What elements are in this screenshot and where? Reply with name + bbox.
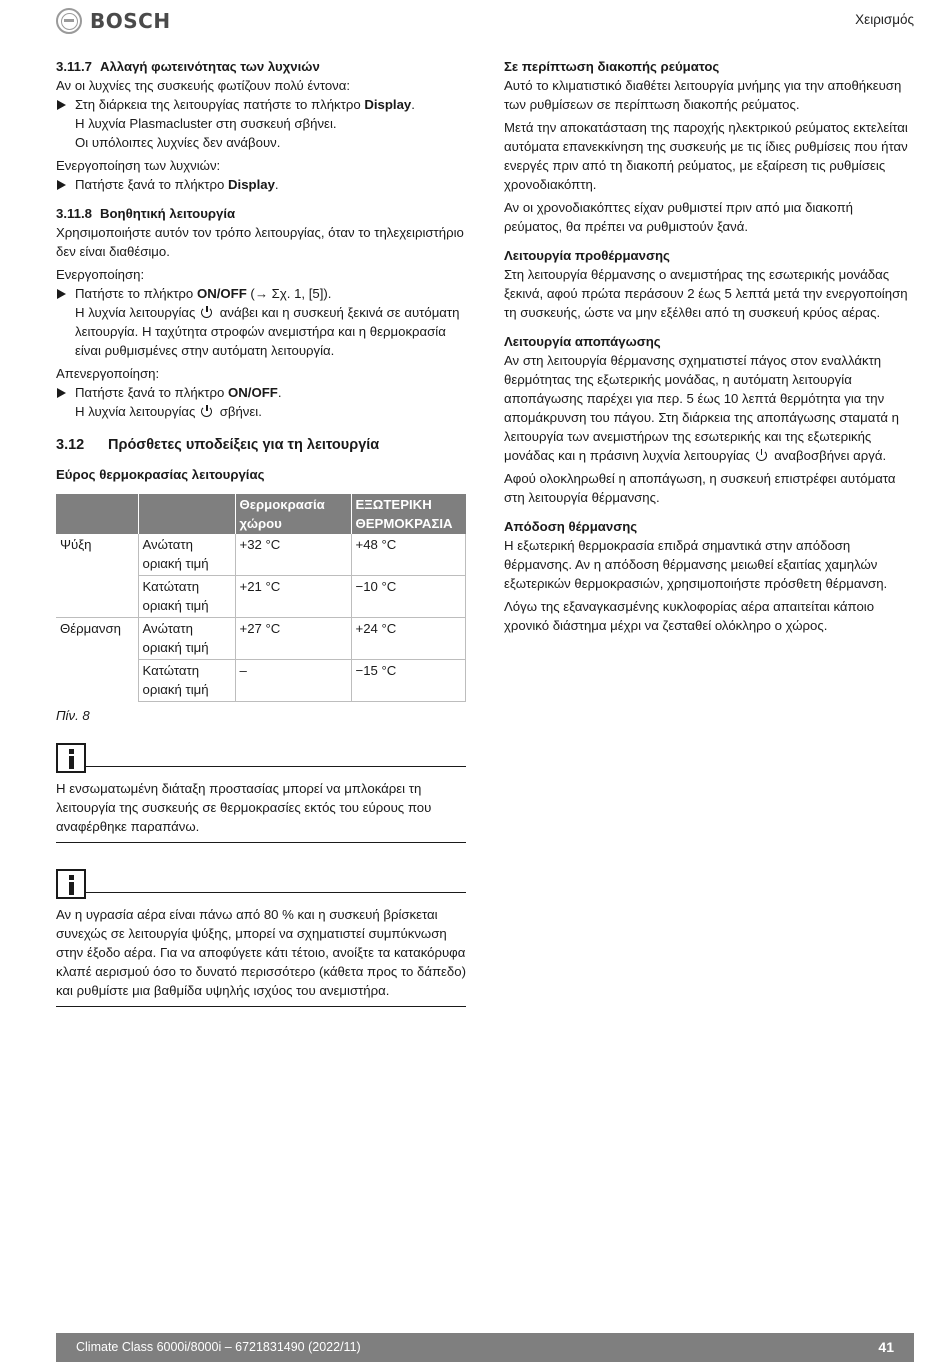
step-result <box>56 303 466 360</box>
paragraph: Αν οι χρονοδιακόπτες είχαν ρυθμιστεί πριν από μια διακοπή ρεύματος, θα πρέπει να ρυθμιστούν ξανά. <box>504 200 853 234</box>
step-text: Η λυχνία λειτουργίας <box>75 305 200 320</box>
paragraph-text: Αν στη λειτουργία θέρμανσης σχηματιστεί πάγος στον εναλλάκτη θερμότητας της εξωτερικής μονάδας, η αυτόματη λειτουργία αποπάγωσης παρέχει για περ. 5 έως 10 λεπτά θερμότητα για την απομάκρυνση του πάγου. Στη διάρκεια της αποπάγωσης σταματά η λειτουργία των ανεμιστήρων της εσωτερικής και της εξωτερικής μονάδας και η πράσινη λυχνία λειτουργίας <box>504 353 899 463</box>
step-text: . <box>411 97 415 112</box>
document-id: Climate Class 6000i/8000i – 6721831490 (2022/11) <box>76 1340 361 1354</box>
bosch-armature-icon <box>56 8 82 34</box>
step-result <box>56 402 466 421</box>
outdoor-temp-cell: +24 °C <box>351 618 466 660</box>
key-name: Display <box>364 97 412 112</box>
table-row <box>56 618 466 660</box>
power-icon <box>756 449 769 462</box>
table-row <box>56 576 466 618</box>
step-arrow-icon <box>57 180 66 190</box>
table-row <box>56 534 466 576</box>
limit-cell: Κατώτατη οριακή τιμή <box>138 576 235 618</box>
step-result: Η λυχνία Plasmacluster στη συσκευή σβήνει. <box>75 116 337 131</box>
heading-3-11-7 <box>56 57 466 76</box>
mode-cell: Ψύξη <box>56 534 138 576</box>
heading-3-12 <box>56 435 466 455</box>
power-icon <box>201 405 214 418</box>
table-header-row <box>56 494 466 534</box>
brand-logo <box>56 8 171 34</box>
step-text: Η λυχνία λειτουργίας <box>75 404 200 419</box>
power-icon <box>201 306 214 319</box>
paragraph: Λόγω της εξαναγκασμένης κυκλοφορίας αέρα απαιτείται κάποιο χρονικό διάστημα μέχρι να ζεσταθεί ολόκληρο ο χώρος. <box>504 599 875 633</box>
info-icon <box>56 869 86 899</box>
left-column <box>56 57 466 1007</box>
section-number: 3.12 <box>56 437 85 453</box>
outdoor-temp-cell: −10 °C <box>351 576 466 618</box>
mode-cell <box>56 660 138 702</box>
step-text: ανάβει και η συσκευή ξεκινά σε αυτόματη λειτουργία. Η ταχύτητα στροφών ανεμιστήρα και η θερμοκρασία είναι ρυθμισμένες στην αυτόματη λειτουργία. <box>75 305 460 358</box>
table-caption: Πίν. 8 <box>56 708 90 723</box>
key-name: ON/OFF <box>196 286 247 301</box>
section-number: 3.11.8 <box>56 206 92 221</box>
instruction-step <box>56 175 466 194</box>
table-header-cell <box>138 494 235 534</box>
room-temp-cell: +27 °C <box>235 618 351 660</box>
step-text: . <box>277 385 282 400</box>
section-number: 3.11.7 <box>56 59 92 74</box>
table-header-cell: ΕΞΩΤΕΡΙΚΗ ΘΕΡΜΟΚΡΑΣΙΑ <box>351 494 466 534</box>
step-text: (→ Σχ. 1, [5]). <box>246 286 332 301</box>
outdoor-temp-cell: −15 °C <box>351 660 466 702</box>
room-temp-cell: +32 °C <box>235 534 351 576</box>
temperature-range-table <box>56 494 466 702</box>
info-note <box>56 743 466 843</box>
page-number: 41 <box>878 1339 894 1355</box>
table-header-cell <box>56 494 138 534</box>
note-header <box>56 743 466 773</box>
paragraph: Ενεργοποίηση: <box>56 267 145 282</box>
page-footer <box>56 1333 914 1362</box>
divider <box>86 892 466 893</box>
instruction-step <box>56 383 466 402</box>
room-temp-cell: +21 °C <box>235 576 351 618</box>
note-text: Αν η υγρασία αέρα είναι πάνω από 80 % και η συσκευή βρίσκεται συνεχώς σε λειτουργία ψύξης, μπορεί να σχηματιστεί συμπύκνωση στην έξοδο αέρα. Για να αποφύγετε κάτι τέτοιο, ανοίξτε τα κατακόρυφα κλαπέ αερισμού όσο το δυνατό περισσότερο (κάθετα προς το δάπεδο) και ρυθμίστε μια βαθμίδα υψηλής ισχύος του ανεμιστήρα. <box>56 905 466 1007</box>
divider <box>86 766 466 767</box>
table-row <box>56 660 466 702</box>
paragraph: Αν οι λυχνίες της συσκευής φωτίζουν πολύ έντονα: <box>56 78 351 93</box>
limit-cell: Ανώτατη οριακή τιμή <box>138 534 235 576</box>
paragraph: Η εξωτερική θερμοκρασία επιδρά σημαντικά στην απόδοση θέρμανσης. Αν η απόδοση θέρμανσης μειωθεί εξαιτίας χαμηλών εξωτερικών θερμοκρασιών, χρησιμοποιήστε πρόσθετη θέρμανση. <box>504 538 888 591</box>
table-header-cell: Θερμοκρασία χώρου <box>235 494 351 534</box>
right-column <box>504 57 914 635</box>
subheading: Σε περίπτωση διακοπής ρεύματος <box>504 59 720 74</box>
paragraph-text: αναβοσβήνει αργά. <box>770 448 887 463</box>
step-arrow-icon <box>57 388 66 398</box>
paragraph: Ενεργοποίηση των λυχνιών: <box>56 158 221 173</box>
step-text: Πατήστε το πλήκτρο <box>75 286 197 301</box>
paragraph: Στη λειτουργία θέρμανσης ο ανεμιστήρας της εσωτερικής μονάδας ξεκινά, αφού πρώτα περάσουν 2 έως 5 λεπτά μετά την ενεργοποίηση τη συσκευής, ώστε να μην εξέλθει από τη συσκευή κρύος αέρας. <box>504 267 908 320</box>
info-note <box>56 869 466 1007</box>
instruction-step <box>56 95 466 114</box>
subheading: Απόδοση θέρμανσης <box>504 519 638 534</box>
key-name: Display <box>228 177 275 192</box>
section-title: Πρόσθετες υποδείξεις για τη λειτουργία <box>108 437 380 453</box>
limit-cell: Ανώτατη οριακή τιμή <box>138 618 235 660</box>
subheading: Λειτουργία προθέρμανσης <box>504 248 670 263</box>
heading-3-11-8 <box>56 204 466 223</box>
step-arrow-icon <box>57 100 66 110</box>
step-text: Πατήστε ξανά το πλήκτρο <box>75 177 228 192</box>
section-title: Αλλαγή φωτεινότητας των λυχνιών <box>99 59 320 74</box>
limit-cell: Κατώτατη οριακή τιμή <box>138 660 235 702</box>
table-heading: Εύρος θερμοκρασίας λειτουργίας <box>56 467 265 482</box>
subheading: Λειτουργία αποπάγωσης <box>504 334 661 349</box>
step-text: . <box>274 177 279 192</box>
mode-cell <box>56 576 138 618</box>
paragraph: Απενεργοποίηση: <box>56 366 160 381</box>
paragraph: Μετά την αποκατάσταση της παροχής ηλεκτρικού ρεύματος εκτελείται αυτόματα επανεκκίνηση της συσκευής με τις ίδιες ρυθμίσεις που ήταν ενεργές πριν από τη διακοπή ρεύματος, με εξαίρεση τις ρυθμίσεις χρονοδιακόπτη. <box>504 120 908 192</box>
info-icon <box>56 743 86 773</box>
step-text: σβήνει. <box>216 404 262 419</box>
room-temp-cell: – <box>235 660 351 702</box>
brand-name: BOSCH <box>90 8 171 33</box>
paragraph: Χρησιμοποιήστε αυτόν τον τρόπο λειτουργίας, όταν το τηλεχειριστήριο δεν είναι διαθέσιμο. <box>56 225 464 259</box>
note-header <box>56 869 466 899</box>
paragraph: Αυτό το κλιματιστικό διαθέτει λειτουργία μνήμης για την αποθήκευση των ρυθμίσεων σε περίπτωση διακοπής ρεύματος. <box>504 78 902 112</box>
section-label: Χειρισμός <box>855 12 914 27</box>
section-title: Βοηθητική λειτουργία <box>99 206 236 221</box>
step-arrow-icon <box>57 289 66 299</box>
step-result: Οι υπόλοιπες λυχνίες δεν ανάβουν. <box>75 135 281 150</box>
mode-cell: Θέρμανση <box>56 618 138 660</box>
outdoor-temp-cell: +48 °C <box>351 534 466 576</box>
paragraph <box>504 351 914 465</box>
step-text: Πατήστε ξανά το πλήκτρο <box>75 385 228 400</box>
instruction-step <box>56 284 466 303</box>
key-name: ON/OFF <box>228 385 278 400</box>
paragraph: Αφού ολοκληρωθεί η αποπάγωση, η συσκευή επιστρέφει αυτόματα στη λειτουργία θέρμανσης. <box>504 471 896 505</box>
note-text: Η ενσωματωμένη διάταξη προστασίας μπορεί να μπλοκάρει τη λειτουργία της συσκευής σε θερμοκρασίες εκτός του εύρους που αναφέρθηκε παραπάνω. <box>56 779 466 843</box>
step-text: Στη διάρκεια της λειτουργίας πατήστε το πλήκτρο <box>75 97 365 112</box>
